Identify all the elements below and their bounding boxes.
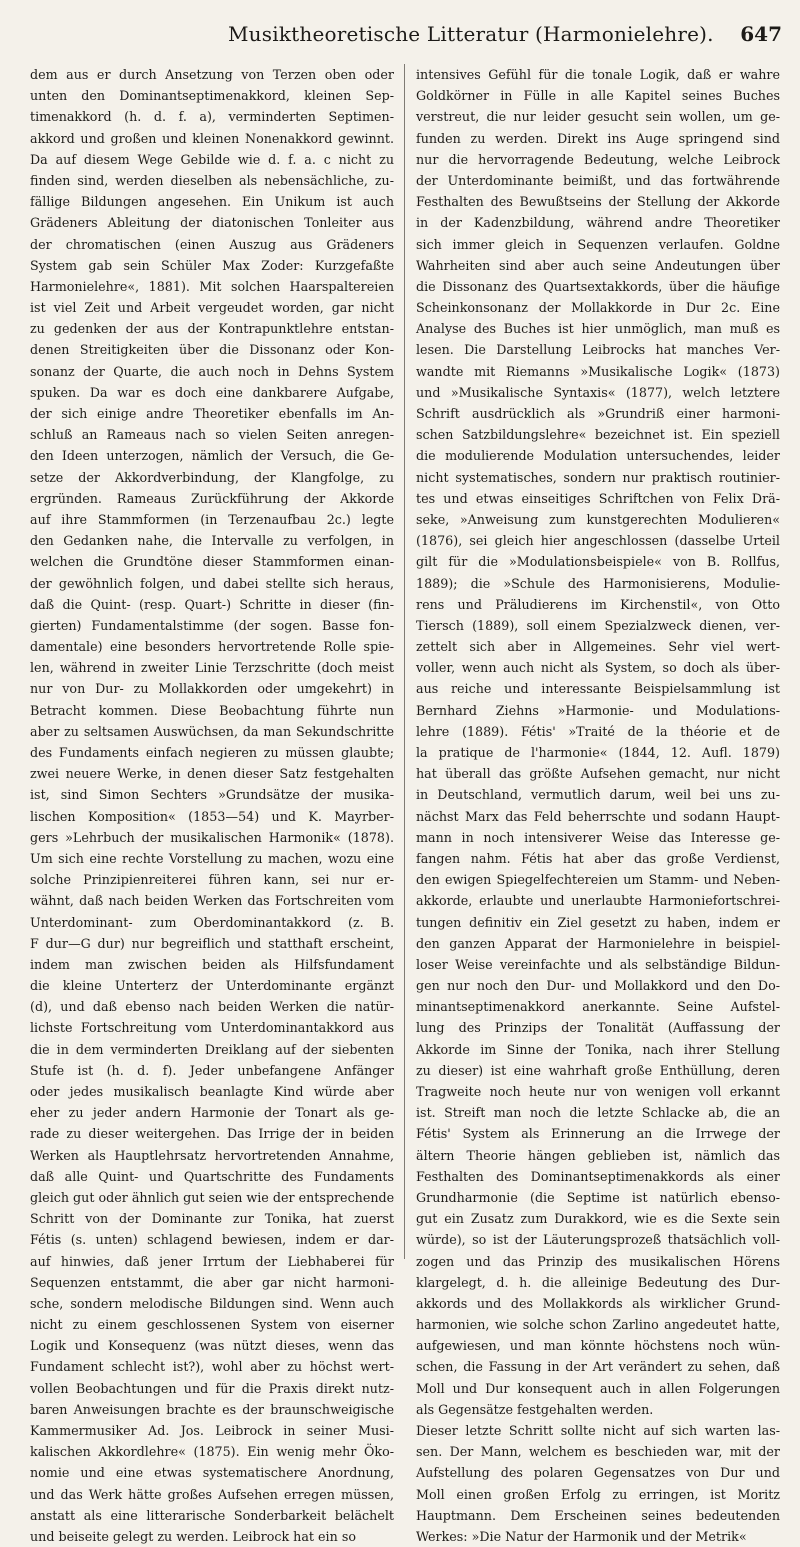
text-line: System gab sein Schüler Max Zoder: Kurzgefaßte [30,257,394,273]
text-line: zu gedenken der aus der Kontrapunktlehre entstan- [30,321,394,337]
text-line: nächst Marx das Feld beherrschte und sodann Haupt- [416,808,780,824]
text-line: Harmonielehre«, 1881). Mit solchen Haarspaltereien [30,278,394,294]
text-line: unten den Dominantseptimenakkord, kleinen Sep- [30,88,394,104]
text-line: in Deutschland, vermutlich darum, weil bei uns zu- [416,787,780,803]
text-line: Scheinkonsonanz der Mollakkorde in Dur 2c. Eine [416,300,780,316]
text-line: gers »Lehrbuch der musikalischen Harmonik« (1878). [30,829,394,845]
text-line: vollen Beobachtungen und für die Praxis direkt nutz- [30,1380,394,1396]
column-divider [404,64,405,1259]
text-line: und beiseite gelegt zu werden. Leibrock hat ein so [30,1528,356,1544]
text-line: Um sich eine rechte Vorstellung zu machen, wozu eine [30,850,394,866]
text-line: akkorde, erlaubte und unerlaubte Harmoniefortschrei- [416,893,780,909]
text-line: aber zu seltsamen Auswüchsen, da man Sekundschritte [30,723,394,739]
text-line: dem aus er durch Ansetzung von Terzen oben oder [30,67,394,82]
text-line: denen Streitigkeiten über die Dissonanz oder Kon- [30,342,394,358]
text-line: in der Kadenzbildung, während andre Theoretiker [416,215,780,231]
text-line: der chromatischen (einen Auszug aus Grädeners [30,236,394,252]
text-line: Sequenzen entstammt, die aber gar nicht harmoni- [30,1274,394,1290]
text-line: Schritt von der Dominante zur Tonika, hat zuerst [30,1211,394,1227]
text-line: Dieser letzte Schritt sollte nicht auf sich warten las- [416,1423,780,1438]
text-columns [30,64,782,1544]
text-line: zogen und das Prinzip des musikalischen Hörens [416,1253,780,1269]
text-line: schen, die Fassung in der Art verändert zu sehen, daß [416,1359,780,1375]
text-line: verstreut, die nur leider gesucht sein wollen, um ge- [416,109,780,125]
text-line: Schrift ausdrücklich als »Grundriß einer harmoni- [416,406,780,421]
text-line: kalischen Akkordlehre« (1875). Ein wenig mehr Öko- [30,1444,394,1460]
text-line: schen Satzbildungslehre« bezeichnet ist. Ein speziell [416,427,780,443]
running-title: Musiktheoretische Litteratur (Harmonielehre). [228,22,714,46]
text-line: ältern Theorie hängen geblieben ist, nämlich das [416,1147,780,1163]
text-line: den Ideen unterzogen, nämlich der Versuch, die Ge- [30,448,394,464]
text-line: gilt für die »Modulationsbeispiele« von B. Rollfus, [416,554,780,570]
text-line: Fundament schlecht ist?), wohl aber zu höchst wert- [30,1359,394,1375]
text-line: Grundharmonie (die Septime ist natürlich ebenso- [416,1189,780,1205]
text-line: schluß an Rameaus nach so vielen Seiten anregen- [30,427,394,443]
text-line: funden zu werden. Direkt ins Auge springend sind [416,130,780,146]
text-line: auf ihre Stammformen (in Terzenaufbau 2c.) legte [30,511,394,527]
text-line: Moll und Dur konsequent auch in allen Folgerungen [416,1380,780,1396]
text-line: akkord und großen und kleinen Nonenakkord gewinnt. [30,130,394,146]
text-line: daß die Quint- (resp. Quart-) Schritte in dieser (fin- [30,596,394,612]
text-line: F dur—G dur) nur begreiflich und statthaft erscheint, [30,935,394,951]
text-line: Hauptmann. Dem Erscheinen seines bedeutenden [416,1507,780,1523]
text-line: und das Werk hätte großes Aufsehen erregen müssen, [30,1486,394,1502]
page-header [0,22,800,52]
text-line: Akkorde im Sinne der Tonika, nach ihrer Stellung [416,1041,780,1057]
text-line: finden sind, werden dieselben als nebensächliche, zu- [30,172,394,188]
text-line: zu dieser) ist eine wahrhaft große Enthüllung, deren [416,1062,780,1078]
text-line: welchen die Grundtöne dieser Stammformen einan- [30,554,394,570]
text-line: Kammermusiker Ad. Jos. Leibrock in seiner Musi- [30,1423,394,1438]
text-line: lung des Prinzips der Tonalität (Auffassung der [416,1020,780,1036]
text-line: baren Anweisungen brachte es der braunschweigische [30,1401,394,1417]
text-line: Analyse des Buches ist hier unmöglich, man muß es [416,321,780,337]
text-line: Moll einen großen Erfolg zu erringen, ist Moritz [416,1486,780,1502]
text-line: Festhalten des Dominantseptimenakkords als einer [416,1168,780,1184]
text-line: ist. Streift man noch die letzte Schlacke ab, die an [416,1105,780,1121]
text-line: ist, sind Simon Sechters »Grundsätze der musika- [30,787,394,803]
text-line: Tragweite noch heute nur von wenigen voll erkannt [416,1084,780,1099]
text-line: sche, sondern melodische Bildungen sind. Wenn auch [30,1295,394,1311]
text-line: die Dissonanz des Quartsextakkords, über die häufige [416,278,780,294]
text-line: rens und Präludierens im Kirchenstil«, von Otto [416,596,780,612]
text-line: der Unterdominante beimißt, und das fortwährende [416,172,780,188]
text-line: voller, wenn auch nicht als System, so doch als über- [416,660,780,676]
text-line: Werkes: »Die Natur der Harmonik und der Metrik« [416,1528,747,1544]
text-line: Tiersch (1889), soll einem Spezialzweck dienen, ver- [416,617,780,633]
text-line: indem man zwischen beiden als Hilfsfundament [30,956,394,972]
text-line: Stufe ist (h. d. f). Jeder unbefangene Anfänger [30,1062,394,1078]
text-line: den ewigen Spiegelfechtereien um Stamm- und Neben- [416,872,780,888]
text-line: wähnt, daß nach beiden Werken das Fortschreiten vom [30,893,394,909]
text-line: die in dem verminderten Dreiklang auf der siebenten [30,1041,394,1057]
text-line: zwei neuere Werke, in denen dieser Satz festgehalten [30,766,394,782]
text-line: sich immer gleich in Sequenzen verlaufen. Goldne [416,236,780,252]
text-line: ergründen. Rameaus Zurückführung der Akkorde [30,490,394,506]
text-line: anstatt als eine litterarische Sonderbarkeit belächelt [30,1507,394,1523]
text-line: aus reiche und interessante Beispielsammlung ist [416,681,780,697]
text-line: gleich gut oder ähnlich gut seien wie der entsprechende [30,1189,395,1205]
text-line: sen. Der Mann, welchem es beschieden war, mit der [416,1444,780,1460]
text-line: zettelt sich aber in Allgemeines. Sehr viel wert- [416,639,780,655]
text-line: den Gedanken nahe, die Intervalle zu verfolgen, in [30,533,394,549]
text-line: harmonien, wie solche schon Zarlino angedeutet hatte, [416,1317,780,1333]
text-line: timenakkord (h. d. f. a), verminderten Septimen- [30,109,394,125]
text-line: der sich einige andre Theoretiker ebenfalls im An- [30,406,394,421]
text-line: lehre (1889). Fétis' »Traité de la théorie et de [416,723,780,739]
text-line: fällige Bildungen angesehen. Ein Unikum ist auch [30,194,394,210]
text-line: wandte mit Riemanns »Musikalische Logik« (1873) [416,363,780,379]
text-line: lichste Fortschreitung vom Unterdominantakkord aus [30,1020,394,1036]
text-line: tes und etwas einseitiges Schriftchen von Felix Drä- [416,490,780,506]
text-line: auf hinwies, daß jener Irrtum der Liebhaberei für [30,1253,394,1269]
text-line: ist viel Zeit und Arbeit vergeudet worden, gar nicht [30,300,394,316]
text-line: Fétis (s. unten) schlagend bewiesen, indem er dar- [30,1232,394,1248]
text-line: Logik und Konsequenz (was nützt dieses, wenn das [30,1338,394,1354]
text-line: rade zu dieser weitergehen. Das Irrige der in beiden [30,1126,394,1142]
text-line: Bernhard Ziehns »Harmonie- und Modulations- [416,702,780,718]
text-line: nicht zu einem geschlossenen System von eiserner [30,1317,394,1333]
text-line: als Gegensätze festgehalten werden. [416,1401,654,1417]
text-line: und »Musikalische Syntaxis« (1877), welch letztere [416,384,780,400]
text-line: Wahrheiten sind aber auch seine Andeutungen über [416,257,780,273]
text-line: solche Prinzipienreiterei führen kann, sei nur er- [30,872,394,888]
text-line: des Fundaments einfach negieren zu müssen glaubte; [30,745,394,760]
text-line: den ganzen Apparat der Harmonielehre in beispiel- [416,935,780,951]
text-line: daß alle Quint- und Quartschritte des Fundaments [30,1168,394,1184]
text-line: oder jedes musikalisch beanlagte Kind würde aber [30,1084,394,1099]
text-line: Grädeners Ableitung der diatonischen Tonleiter aus [30,215,394,231]
text-line: Fétis' System als Erinnerung an die Irrwege der [416,1126,780,1142]
text-line: aufgewiesen, und man könnte höchstens noch wün- [416,1338,780,1354]
text-line: Unterdominant- zum Oberdominantakkord (z. B. [30,914,394,930]
text-line: sonanz der Quarte, die auch noch in Dehns System [30,363,394,379]
text-line: würde), so ist der Läuterungsprozeß thatsächlich voll- [416,1232,780,1248]
text-line: Betracht kommen. Diese Beobachtung führte nun [30,702,394,718]
text-line: klargelegt, d. h. die alleinige Bedeutung des Dur- [416,1274,780,1290]
text-line: Aufstellung des polaren Gegensatzes von Dur und [416,1465,780,1481]
text-line: eher zu jeder andern Harmonie der Tonart als ge- [30,1105,394,1121]
text-line: nicht systematisches, sondern nur praktisch routinier- [416,469,780,485]
text-line: minantseptimenakkord anerkannte. Seine Aufstel- [416,999,780,1015]
text-line: nomie und eine etwas systematischere Anordnung, [30,1465,394,1481]
text-line: nur die hervorragende Bedeutung, welche Leibrock [416,151,780,167]
left-column [30,64,395,1544]
text-line: (d), und daß ebenso nach beiden Werken die natür- [30,999,394,1015]
text-line: lesen. Die Darstellung Leibrocks hat manches Ver- [416,342,780,358]
text-line: seke, »Anweisung zum kunstgerechten Modulieren« [416,511,780,527]
text-line: akkords und des Mollakkords als wirklicher Grund- [416,1295,780,1311]
text-line: intensives Gefühl für die tonale Logik, daß er wahre [416,67,780,82]
text-line: gut ein Zusatz zum Durakkord, wie es die Sexte sein [416,1211,780,1227]
text-line: die kleine Unterterz der Unterdominante ergänzt [30,978,394,994]
text-line: setze der Akkordverbindung, der Klangfolge, zu [30,469,394,485]
right-column [416,64,780,1544]
text-line: tungen definitiv ein Ziel gesetzt zu haben, indem er [416,914,780,930]
page-number: 647 [740,22,782,46]
text-line: gierten) Fundamentalstimme (der sogen. Basse fon- [30,617,394,633]
text-line: mann in noch intensiverer Weise das Interesse ge- [416,829,780,845]
text-line: nur von Dur- zu Mollakkorden oder umgekehrt) in [30,681,394,697]
text-line: 1889); die »Schule des Harmonisierens, Modulie- [416,575,780,591]
text-line: gen nur noch den Dur- und Mollakkord und den Do- [416,978,780,994]
text-line: la pratique de l'harmonie« (1844, 12. Aufl. 1879) [416,745,780,760]
text-line: len, während in zweiter Linie Terzschritte (doch meist [30,660,394,676]
text-line: lischen Komposition« (1853—54) und K. Mayrber- [30,808,394,824]
text-line: hat überall das größte Aufsehen gemacht, nur nicht [416,766,780,782]
text-line: loser Weise vereinfachte und als selbständige Bildun- [416,956,780,972]
text-line: die modulierende Modulation untersuchendes, leider [416,448,780,464]
text-line: Werken als Hauptlehrsatz hervortretenden Annahme, [30,1147,394,1163]
text-line: fangen nahm. Fétis hat aber das große Verdienst, [416,850,780,866]
text-line: Da auf diesem Wege Gebilde wie d. f. a. c nicht zu [30,151,394,167]
text-line: der gewöhnlich folgen, und dabei stellte sich heraus, [30,575,394,591]
text-line: Festhalten des Bewußtseins der Stellung der Akkorde [416,194,780,210]
text-line: spuken. Da war es doch eine dankbarere Aufgabe, [30,384,394,400]
text-line: damentale) eine besonders hervortretende Rolle spie- [30,639,394,655]
text-line: (1876), sei gleich hier angeschlossen (dasselbe Urteil [416,533,780,549]
text-line: Goldkörner in Fülle in alle Kapitel seines Buches [416,88,780,104]
